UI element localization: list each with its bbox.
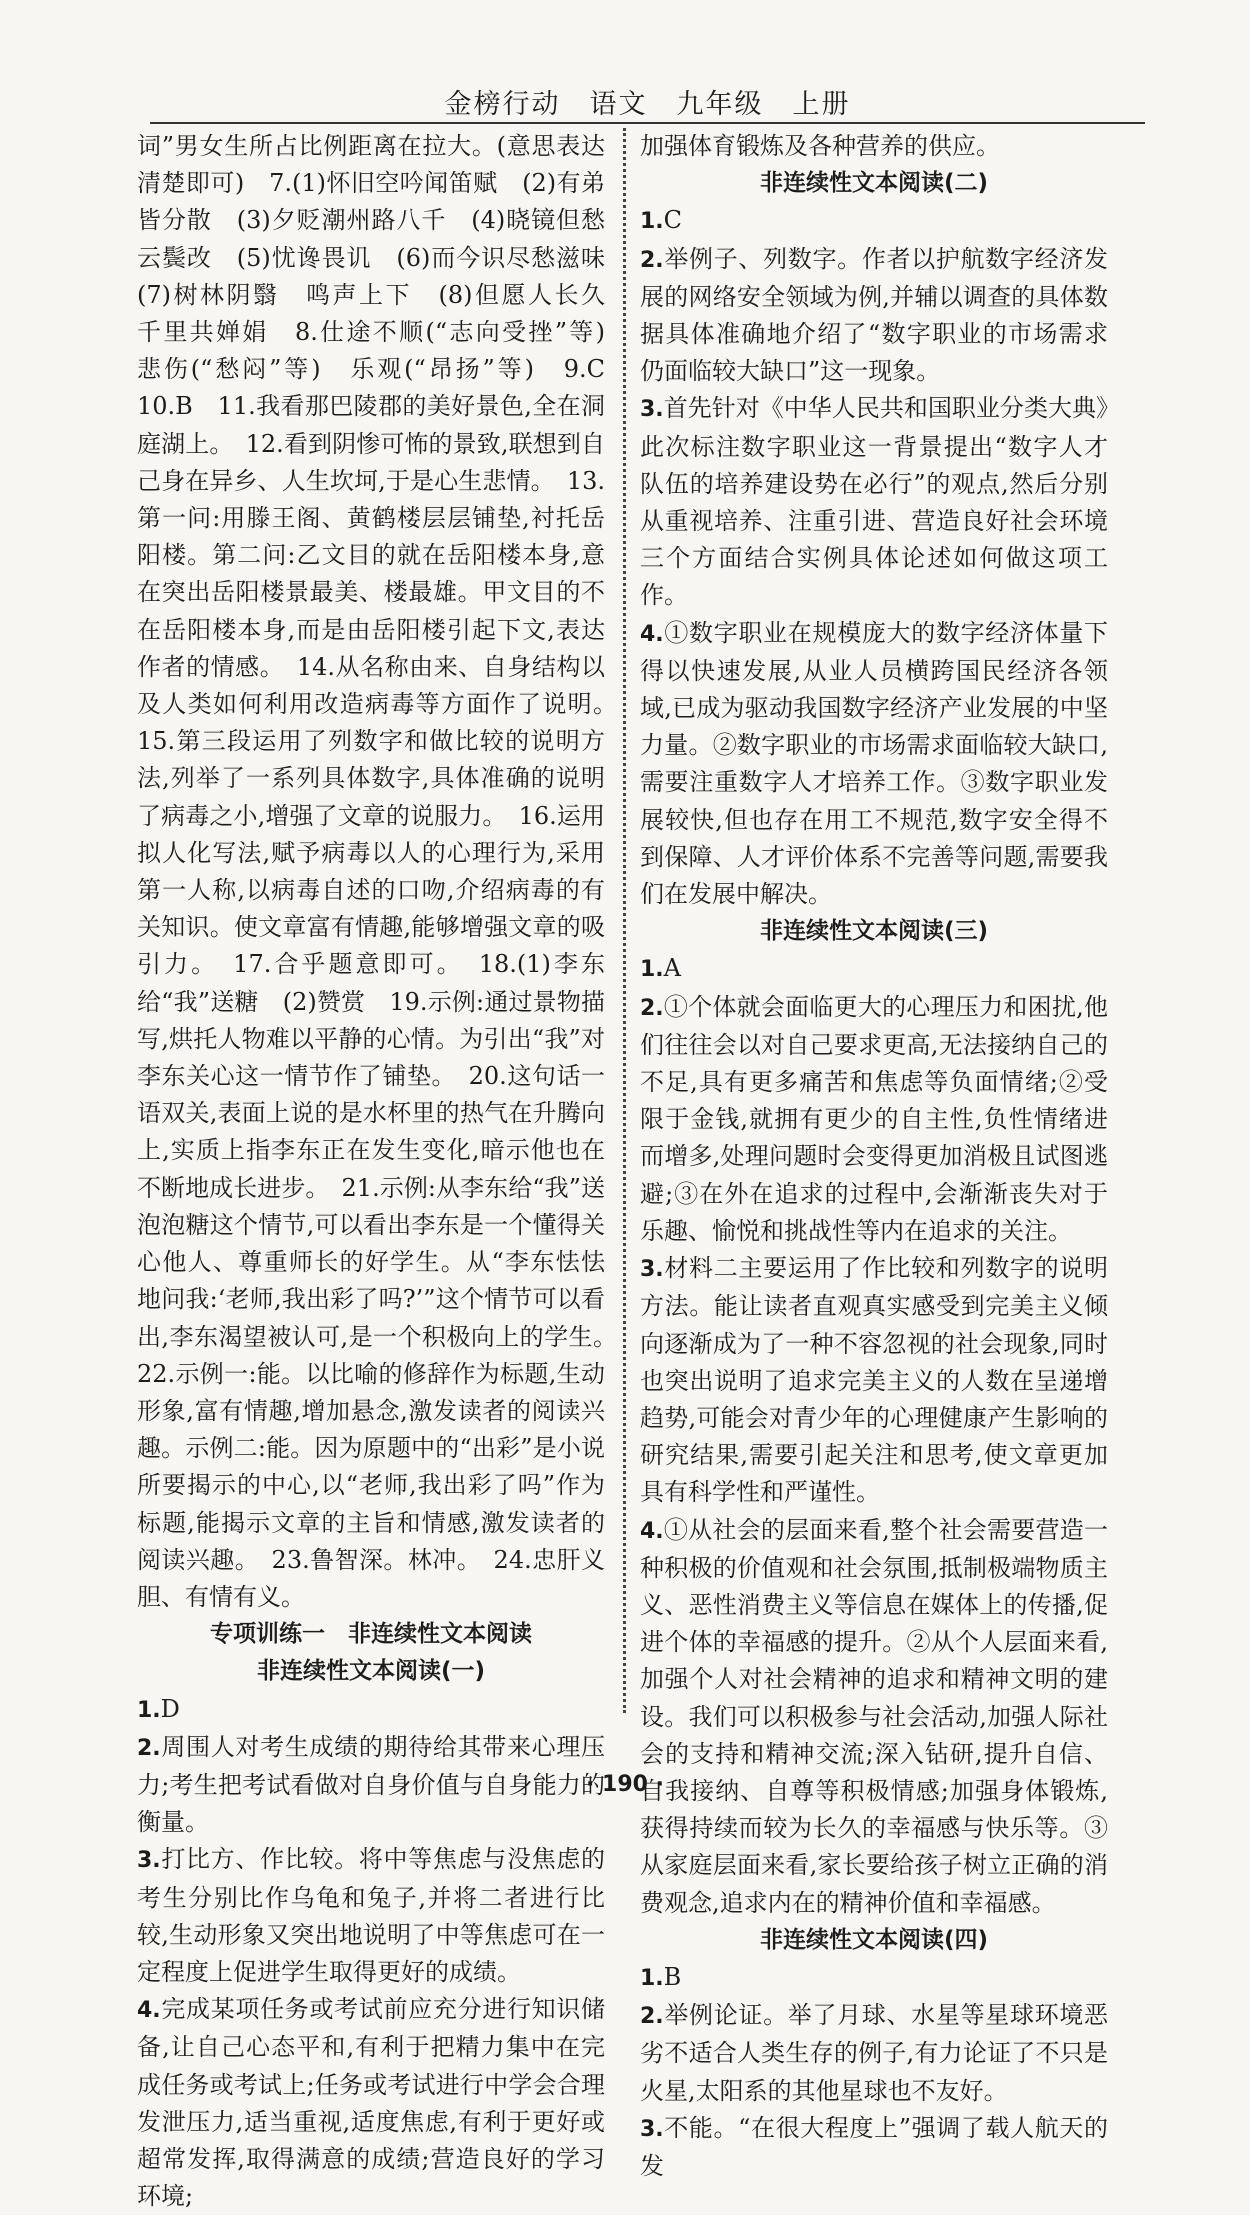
answer-paragraph: 词”男女生所占比例距离在拉大。(意思表达清楚即可) 7.(1)怀旧空吟闻笛赋 (2)有弟皆分散 (3)夕贬潮州路八千 (4)晓镜但愁云鬓改 (5)忧谗畏讥 (6)而今识尽愁滋味 (7)树林阴翳 鸣声上下 (8)但愿人长久 千里共婵娟 8.仕途不顺(“志向受挫”等) 悲伤(“愁闷”等) 乐观(“昂扬”等) 9.C 10.B 11.我看那巴陵郡的美好景色,全在洞庭湖上。 12.看到阴惨可怖的景致,联想到自己身在异乡、人生坎坷,于是心生悲情。 13.第一问:用滕王阁、黄鹤楼层层铺垫,衬托岳阳楼。第二问:乙文目的就在岳阳楼本身,意在突出岳阳楼景最美、楼最雄。甲文目的不在岳阳楼本身,而是由岳阳楼引起下文,表达作者的情感。 14.从名称由来、自身结构以及人类如何利用改造病毒等方面作了说明。 15.第三段运用了列数字和做比较的说明方法,列举了一系列具体数字,具体准确的说明了病毒之小,增强了文章的说服力。 16.运用拟人化写法,赋予病毒以人的心理行为,采用第一人称,以病毒自述的口吻,介绍病毒的有关知识。使文章富有情趣,能够增强文章的吸引力。 17.合乎题意即可。 18.(1)李东给“我”送糖 (2)赞赏 19.示例:通过景物描写,烘托人物难以平静的心情。为引出“我”对李东关心这一情节作了铺垫。 20.这句话一语双关,表面上说的是水杯里的热气在升腾向上,实质上指李东正在发生变化,暗示他也在不断地成长进步。 21.示例:从李东给“我”送泡泡糖这个情节,可以看出李东是一个懂得关心他人、尊重师长的好学生。从“李东怯怯地问我:‘老师,我出彩了吗?’”这个情节可以看出,李东渴望被认可,是一个积极向上的学生。 22.示例一:能。以比喻的修辞作为标题,生动形象,富有情趣,增加悬念,激发读者的阅读兴趣。示例二:能。因为原题中的“出彩”是小说所要揭示的中心,以“老师,我出彩了吗”作为标题,能揭示文章的主旨和情感,激发读者的阅读兴趣。 23.鲁智深。林冲。 24.忠肝义胆、有情有义。 [137,132,629,1611]
answer-text: 首先针对《中华人民共和国职业分类大典》此次标注数字职业这一背景提出“数字人才队伍的培养建设势在必行”的观点,然后分别从重视培养、注重引进、营造良好社会环境三个方面结合实例具体论述如何做这项工作。 [640,394,1108,610]
subsection-title-4: 非连续性文本阅读(四) [759,1926,989,1953]
answer-item [640,1959,1108,1997]
answer-number: 2. [640,247,664,273]
answer-item [640,2110,1108,2185]
subsection-title-3: 非连续性文本阅读(三) [759,918,989,945]
subsection-title-2: 非连续性文本阅读(二) [759,170,989,197]
answer-item [640,202,1108,240]
answer-text: ①数字职业在规模庞大的数字经济体量下得以快速发展,从业人员横跨国民经济各领域,已成为驱动我国数字经济产业发展的中坚力量。②数字职业的市场需求面临较大缺口,需要注重数字人才培养工作。③数字职业发展较快,但也存在用工不规范,数字安全得不到保障、人才评价体系不完善等问题,需要我们在发展中解决。 [640,618,1108,909]
answer-text: ①个体就会面临更大的心理压力和困扰,他们往往会以对自己要求更高,无法接纳自己的不足,具有更多痛苦和焦虑等负面情绪;②受限于金钱,就拥有更少的自主性,负性情绪进而增多,处理问题时会变得更加消极且试图逃避;③在外在追求的过程中,会渐渐丧失对于乐趣、愉悦和挑战性等内在追求的关注。 [640,992,1108,1245]
answer-text: 不能。“在很大程度上”强调了载人航天的发 [640,2113,1108,2180]
answer-text: ①从社会的层面来看,整个社会需要营造一种积极的价值观和社会氛围,抵制极端物质主义、恶性消费主义等信息在媒体上的传播,促进个体的幸福感的提升。②从个人层面来看,加强个人对社会精神的追求和精神文明的建设。我们可以积极参与社会活动,加强人际社会的支持和精神交流;深入钻研,提升自信、自我接纳、自尊等积极情感;加强身体锻炼,获得持续而较为长久的幸福感与快乐等。③从家庭层面来看,家长要给孩子树立正确的消费观念,追求内在的精神价值和幸福感。 [640,1515,1108,1917]
subsection-title-1: 非连续性文本阅读(一) [256,1658,486,1685]
answer-item [137,1991,605,2215]
answer-item [640,989,1108,1250]
answer-number: 3. [640,2116,664,2142]
answer-text: 举例子、列数字。作者以护航数字经济发展的网络安全领域为例,并辅以调查的具体数据具体准确地介绍了“数字职业的市场需求仍面临较大缺口”这一现象。 [640,244,1108,386]
page-number: · 190 · [586,1772,664,1797]
answer-number: 2. [640,995,664,1021]
answer-item [640,390,1108,614]
answer-item [640,615,1108,914]
running-header: 金榜行动 语文 九年级 上册 [444,89,851,120]
answer-number: 3. [640,397,664,423]
answer-item [640,241,1108,391]
answer-item [640,950,1108,988]
answer-list-2 [640,202,1108,913]
answer-number: 4. [640,621,664,647]
answer-number: 3. [137,1848,161,1874]
answer-list-1 [137,1691,605,2215]
header-rule [150,122,1145,124]
answer-number: 1. [640,1965,664,1991]
answer-item [640,1512,1108,1922]
answer-text: 打比方、作比较。将中等焦虑与没焦虑的考生分别比作乌龟和兔子,并将二者进行比较,生动形象又突出地说明了中等焦虑可在一定程度上促进学生取得更好的成绩。 [137,1845,605,1986]
section-title: 专项训练一 非连续性文本阅读 [210,1621,532,1648]
answer-text: D [160,1694,180,1723]
answer-number: 1. [137,1697,161,1723]
answer-item [640,1997,1108,2110]
answer-text: 完成某项任务或考试前应充分进行知识储备,让自己心态平和,有利于把精力集中在完成任务或考试上;任务或考试进行中学会合理发泄压力,适当重视,适度焦虑,有利于更好或超常发挥,取得满意的成绩;营造良好的学习环境; [137,1995,605,2211]
answer-number: 2. [137,1735,161,1761]
answer-item [137,1691,605,1729]
answer-number: 1. [640,957,664,983]
answer-text: A [663,954,682,983]
answer-list-4 [640,1959,1108,2185]
answer-number: 4. [640,1518,664,1544]
answer-number: 4. [137,1998,161,2024]
answer-text: C [663,206,683,235]
answer-text: 周围人对考生成绩的期待给其带来心理压力;考生把考试看做对自身价值与自身能力的衡量。 [137,1732,605,1837]
answer-text: 举例论证。举了月球、水星等星球环境恶劣不适合人类生存的例子,有力论证了不只是火星,太阳系的其他星球也不友好。 [640,2001,1108,2105]
answer-number: 2. [640,2004,664,2030]
right-column [640,128,1108,2185]
answer-text: 材料二主要运用了作比较和列数字的说明方法。能让读者直观真实感受到完美主义倾向逐渐成为了一种不容忽视的社会现象,同时也突出说明了追求完美主义的人数在呈递增趋势,可能会对青少年的心理健康产生影响的研究结果,需要引起关注和思考,使文章更加具有科学性和严谨性。 [640,1254,1108,1507]
answer-text: B [663,1962,682,1991]
answer-item [640,1250,1108,1511]
continued-text: 加强体育锻炼及各种营养的供应。 [640,132,1000,160]
answer-item [137,1841,605,1991]
column-divider [623,128,626,1713]
answer-number: 3. [640,1257,664,1283]
answer-number: 1. [640,209,664,235]
